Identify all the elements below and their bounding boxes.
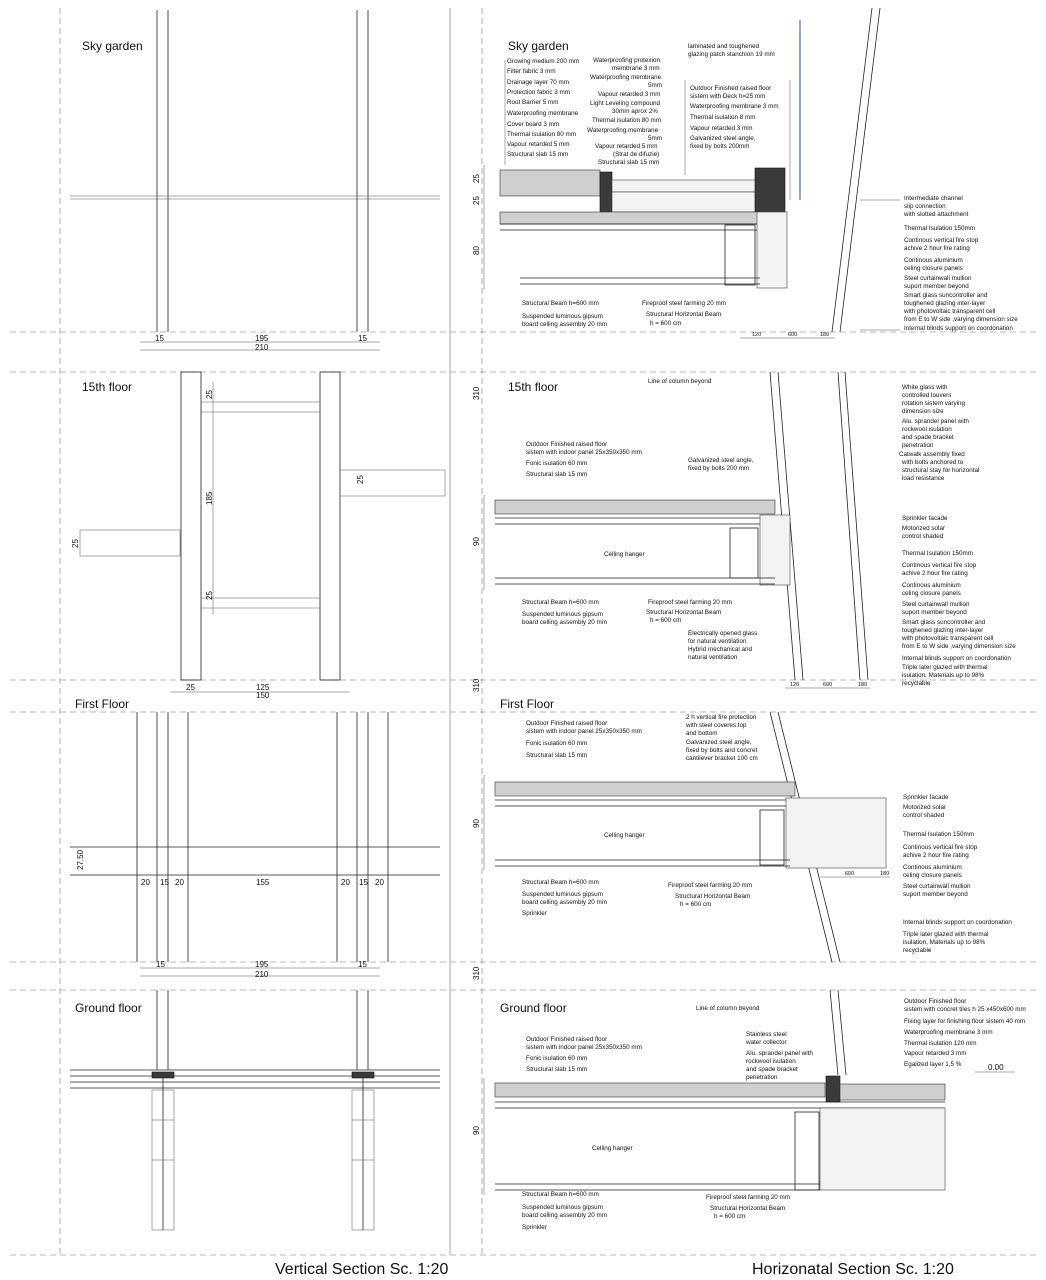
annotation: Structural slab 15 mm [598, 159, 660, 166]
annotation: Light Leveling compound [590, 100, 661, 107]
dim-label: 310 [472, 678, 481, 692]
annotation: Waterproofing membrane [587, 127, 659, 134]
notes-right [903, 195, 1018, 332]
annotation: 5mm [648, 82, 662, 89]
annotation: Continous aluminium [902, 582, 961, 589]
annotation: control shaded [903, 812, 945, 819]
annotation: Outdoor Finished raised floor [526, 441, 608, 448]
dim-label: 600 [845, 871, 855, 877]
dim-label: 155 [256, 878, 270, 887]
annotation: Smart glass suncontroller and [902, 619, 986, 626]
dim-label: 310 [472, 966, 481, 980]
level-mark: 0.00 [988, 1063, 1004, 1072]
annotation: Vapour retarded 5 mm [595, 143, 658, 150]
annotation: Electrically opened glass [688, 630, 758, 637]
notes-left [526, 1036, 642, 1073]
annotation: Suspended luminous gipsum [522, 891, 603, 898]
panel-title: First Floor [75, 697, 129, 711]
annotation: Thermal isulation 120 mm [904, 1040, 977, 1047]
dim-label: 210 [255, 343, 269, 352]
annotation: Continous vertical fire stop [903, 844, 978, 851]
annotation: 2 h vertical fire protection [686, 714, 757, 721]
annotation: suport member beyond [902, 609, 967, 616]
notes-left [526, 441, 642, 478]
annotation: Outdoor Finished floor [904, 998, 967, 1005]
annotation: Root Barrier 5 mm [507, 99, 559, 106]
annotation: slip connection [904, 203, 946, 210]
annotation: Galvanized steel angle, [690, 135, 756, 142]
annotation: Structural Horizontal Beam [646, 609, 722, 616]
annotation: suport member beyond [903, 891, 968, 898]
annotation: board celling assembly 20 mm [522, 899, 608, 906]
annotation: celing closure panels [903, 872, 962, 879]
notes-bottom [522, 879, 752, 917]
annotation: control shaded [902, 533, 944, 540]
annotation: Sprinkler facade [903, 794, 949, 801]
dim-label: 120 [790, 682, 800, 688]
annotation: structural stay for horizontal [902, 467, 980, 474]
annotation: Outdoor Finished raised floor [526, 720, 608, 727]
annotation: Internal blinds support on coordonation [903, 919, 1012, 926]
panel-title: 15th floor [82, 380, 133, 394]
annotation: h = 600 cm [650, 320, 682, 327]
dim-label: 195 [255, 334, 269, 343]
annotation: with photovoltaic transparent cell [904, 308, 996, 315]
annotation: membrane 3 mm [612, 65, 660, 72]
dim-label: 25 [71, 539, 80, 548]
annotation: rotation sistem varying [902, 400, 965, 407]
annotation: Suspended luminous gipsum [522, 1204, 603, 1211]
annotation: Thermal isulation 8 mm [690, 114, 756, 121]
dim-label: 90 [472, 537, 481, 546]
annotation: Celling hanger [604, 551, 645, 558]
right-panel-15th-floor [472, 372, 1016, 688]
annotation: Line of column beyond [648, 378, 712, 385]
annotation: Celling hanger [604, 832, 645, 839]
notes-mid [587, 57, 662, 166]
notes-top [688, 43, 775, 58]
annotation: glazing patch stanchion 19 mm [688, 51, 775, 58]
annotation: from E to W side ,varying dimension size [904, 316, 1018, 323]
dim-label: 90 [472, 819, 481, 828]
caption-horizontal-section: Horizonatal Section Sc. 1:20 [752, 1261, 954, 1278]
annotation: Structural slab 15 mm [507, 151, 569, 158]
notes-left [526, 720, 642, 759]
annotation: Fixing layer for finishing floor sistem 40 mm [904, 1018, 1026, 1025]
annotation: Continous vertical fire stop [902, 562, 977, 569]
dim-label: 15 [156, 960, 165, 969]
annotation: achive 2 hour fire rating [902, 570, 968, 577]
dim-label: 80 [472, 246, 481, 255]
caption-vertical-section: Vertical Section Sc. 1:20 [275, 1261, 449, 1278]
annotation: sistem with indoor panel 25x350x350 mm [526, 1044, 642, 1051]
annotation: from E to W side ,varying dimension size [902, 643, 1016, 650]
annotation: toughened glazing inter-layer [902, 627, 984, 634]
dim-label: 90 [472, 1126, 481, 1135]
dim-label: 25 [356, 475, 365, 484]
annotation: Drainage layer 70 mm [507, 79, 569, 86]
annotation: 30mm aprox 2% [612, 108, 658, 115]
annotation: load resistance [902, 475, 945, 482]
annotation: board celling assembly 20 mm [522, 619, 608, 626]
dim-label: 15 [358, 334, 367, 343]
dim-label: 25 [472, 174, 481, 183]
annotation: Internal blinds support on coordonation [904, 325, 1013, 332]
annotation: Fonic isulation 60 mm [526, 460, 588, 467]
dim-label: 180 [820, 332, 830, 338]
panel-title: Ground floor [75, 1001, 142, 1015]
annotation: Motorized solar [902, 525, 946, 532]
annotation: Smart glass suncontroller and [904, 292, 988, 299]
annotation: dimension size [902, 408, 944, 415]
notes-bottom [522, 1191, 790, 1231]
annotation: Galvanized steel angle, [688, 457, 754, 464]
annotation: Waterproofing membrane 3 mm [690, 103, 779, 110]
annotation: Steel curtainwall mullion [903, 883, 971, 890]
annotation: Fonic isulation 60 mm [526, 740, 588, 747]
annotation: and spade bracket [746, 1066, 798, 1073]
annotation: isulation, Materials up to 98% [903, 939, 986, 946]
annotation: (Strat de difuzie) [613, 151, 660, 158]
annotation: Celling hanger [592, 1145, 633, 1152]
annotation: h = 600 cm [714, 1213, 746, 1220]
annotation: 5mm [648, 135, 662, 142]
notes-right [903, 794, 1012, 954]
notes-stack [507, 58, 579, 158]
annotation: Thermal Isulation 150mm [902, 550, 974, 557]
annotation: Sprinkler [522, 1224, 547, 1231]
notes-bottom [522, 599, 757, 661]
dim-label: 180 [880, 871, 890, 877]
annotation: achive 2 hour fire rating [904, 245, 970, 252]
dim-label: 20 [375, 878, 384, 887]
annotation: Catwalk assembly fixed [899, 451, 965, 458]
annotation: Fireproof steel farming 20 mm [706, 1194, 790, 1201]
dim-label: 15 [155, 334, 164, 343]
annotation: Fireproof steel farming 20 mm [668, 882, 752, 889]
annotation: sistem with Deck h=25 mm [690, 93, 766, 100]
dim-label: 25 [472, 196, 481, 205]
dim-label: 15 [359, 878, 368, 887]
panel-title: First Floor [500, 697, 554, 711]
annotation: Continous vertical fire stop [904, 237, 979, 244]
annotation: h = 600 cm [650, 617, 682, 624]
notes-bottom [522, 300, 726, 328]
right-panel-ground-floor [472, 966, 1026, 1231]
annotation: isulation, Materials up to 98% [902, 672, 985, 679]
dim-label: 600 [788, 332, 798, 338]
annotation: rockwool isulation [902, 426, 952, 433]
annotation: laminated and toughened [688, 43, 760, 50]
dim-label: 25 [205, 591, 214, 600]
annotation: Line of column beyond [696, 1005, 760, 1012]
annotation: Egalized layer 1,5 % [904, 1061, 962, 1068]
annotation: and spade bracket [902, 434, 954, 441]
annotation: h = 600 cm [680, 901, 712, 908]
annotation: Structural slab 15 mm [526, 1066, 588, 1073]
annotation: penetration [746, 1074, 778, 1081]
annotation: Sprinkler facade [902, 515, 948, 522]
annotation: Alu. sprandel panel with [746, 1050, 813, 1057]
annotation: Vapour retarded 3 mm [598, 91, 661, 98]
annotation: fixed by bolts 200 mm [688, 465, 750, 472]
dim-label: 195 [255, 960, 269, 969]
annotation: Fireproof steel farming 20 mm [642, 300, 726, 307]
annotation: Vapour retarded 5 mm [507, 141, 570, 148]
annotation: with steel coveres top [686, 722, 747, 729]
annotation: sistem with indoor panel 25x350x350 mm [526, 728, 642, 735]
panel-title: Sky garden [508, 39, 569, 53]
annotation: and bottom [686, 730, 718, 737]
annotation: White glass with [902, 384, 948, 391]
annotation: recyclable [903, 947, 932, 954]
annotation: celing closure panels [902, 590, 961, 597]
annotation: Steel curtainwall mullion [902, 601, 970, 608]
annotation: Thermal Isulation 150mm [903, 831, 975, 838]
dim-label: 185 [205, 491, 214, 505]
annotation: Structural Beam h=600 mm [522, 599, 599, 606]
annotation: fixed by bolts 200mm [690, 143, 750, 150]
annotation: Growing medium 200 mm [507, 58, 580, 65]
annotation: Structural slab 15 mm [526, 752, 588, 759]
annotation: Sprinkler [522, 910, 547, 917]
annotation: with bolts anchored to [902, 459, 964, 466]
annotation: Waterproofing membrane 3 mm [904, 1029, 993, 1036]
annotation: rockwool isulation [746, 1058, 796, 1065]
annotation: Steel curtainwall mullion [904, 275, 972, 282]
annotation: Alu. sprandel panel with [902, 418, 969, 425]
annotation: suport member beyond [904, 283, 969, 290]
right-panel-sky-garden [472, 8, 1018, 338]
dim-label: 25 [205, 390, 214, 399]
annotation: penetration [902, 442, 934, 449]
annotation: Structural Horizontal Beam [710, 1205, 786, 1212]
annotation: recyclable [902, 680, 931, 687]
annotation: Structural Horizontal Beam [675, 893, 751, 900]
annotation: water collector [746, 1039, 787, 1046]
dim-label: 150 [256, 691, 270, 700]
annotation: Suspended luminous gipsum [522, 611, 603, 618]
annotation: board celling assembly 20 mm [522, 321, 608, 328]
annotation: Structural Beam h=600 mm [522, 1191, 599, 1198]
annotation: cantilever bracket 100 cm [686, 755, 758, 762]
annotation: Structural slab 15 mm [526, 471, 588, 478]
annotation: Outdoor Finished raised floor [690, 85, 772, 92]
annotation: Waterproofing protexion [593, 57, 660, 64]
annotation: fixed by bolts and concret [686, 747, 758, 754]
dim-label: 120 [752, 332, 762, 338]
notes-deck [690, 85, 779, 150]
annotation: Thermal isulation 80 mm [507, 131, 576, 138]
annotation: Fireproof steel farming 20 mm [648, 599, 732, 606]
annotation: toughened glazing inter-layer [904, 300, 986, 307]
left-panel-first-floor [70, 697, 440, 979]
annotation: Structural Beam h=600 mm [522, 300, 599, 307]
annotation: Motorized solar [903, 804, 947, 811]
left-panel-15th-floor [71, 372, 445, 700]
annotation: Internal blinds support on coordonation [902, 655, 1011, 662]
annotation: natural ventilation [688, 654, 738, 661]
annotation: Thermal Isulation 150mm [904, 225, 976, 232]
dim-label: 20 [341, 878, 350, 887]
annotation: Waterproofing membrane [590, 74, 662, 81]
right-panel-first-floor [472, 678, 1012, 962]
annotation: Galvanized steel angle, [686, 739, 752, 746]
annotation: Protection fabric 3 mm [507, 89, 570, 96]
annotation: Triple later glazed with thermal [902, 664, 988, 671]
annotation: Stainless steel [746, 1031, 787, 1038]
annotation: Intermediate channel [904, 195, 963, 202]
dim-label: 15 [160, 878, 169, 887]
left-panel-ground-floor [70, 990, 440, 1230]
annotation: achive 2 hour fire rating [903, 852, 969, 859]
annotation: Vapour retarded 3 mm [690, 125, 753, 132]
annotation: Waterproofing membrane [507, 110, 579, 117]
annotation: with photovoltaic transparent cell [902, 635, 994, 642]
dim-label: 20 [141, 878, 150, 887]
dim-label: 27.50 [76, 849, 85, 870]
panel-title: Ground floor [500, 1001, 567, 1015]
dim-label: 310 [472, 386, 481, 400]
dim-label: 15 [358, 960, 367, 969]
annotation: Cover board 3 mm [507, 121, 560, 128]
annotation: controlled louvers [902, 392, 952, 399]
notes-right [899, 384, 1016, 687]
annotation: Continous aluminium [904, 257, 963, 264]
panel-title: Sky garden [82, 39, 143, 53]
dim-label: 25 [186, 683, 195, 692]
annotation: Suspended luminous gipsum [522, 313, 603, 320]
annotation: Continous aluminium [903, 864, 962, 871]
annotation: Triple later glazed with thermal [903, 931, 989, 938]
dim-label: 20 [175, 878, 184, 887]
panel-title: 15th floor [508, 380, 559, 394]
annotation: Structural Beam h=600 mm [522, 879, 599, 886]
annotation: with slotted attachment [904, 211, 969, 218]
annotation: Outdoor Finished raised floor [526, 1036, 608, 1043]
annotation: Fonic isulation 60 mm [526, 1055, 588, 1062]
annotation: Filter fabric 3 mm [507, 68, 556, 75]
annotation: Hybrid mechanical and [688, 646, 753, 653]
annotation: Vapour retarded 3 mm [904, 1050, 967, 1057]
dim-label: 600 [823, 682, 833, 688]
dim-label: 210 [255, 970, 269, 979]
annotation: Thermal isulation 80 mm [592, 117, 661, 124]
notes-right [904, 998, 1026, 1068]
annotation: celing closure panels [904, 265, 963, 272]
annotation: sistem with indoor panel 25x350x350 mm [526, 449, 642, 456]
annotation: for natural ventilation [688, 638, 747, 645]
dim-label: 125 [256, 683, 270, 692]
annotation: board celling assembly 20 mm [522, 1212, 608, 1219]
annotation: sistem with concret tiles h 25 x450x600 mm [904, 1006, 1026, 1013]
annotation: Structural Horizontal Beam [646, 311, 722, 318]
left-panel-sky-garden [70, 10, 440, 352]
dim-label: 180 [858, 682, 868, 688]
